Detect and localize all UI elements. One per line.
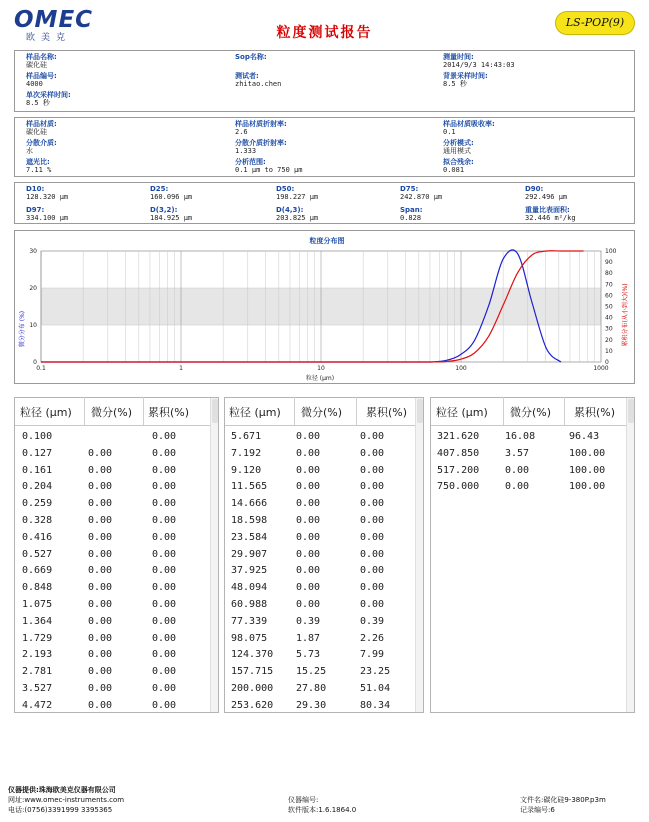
cell-cumulative: 2.26 [360,632,385,644]
footer-record: 记录编号:6 [520,806,555,814]
cell-cumulative: 0.00 [152,447,177,459]
chart-y-tick-label-right: 20 [605,336,613,344]
table-2-header-cum[interactable]: 累积(%) [366,406,408,419]
cell-size: 0.204 [22,481,53,493]
info-label: D10: [26,185,45,193]
cell-differential: 0.00 [88,699,113,711]
info-value: 292.496 μm [525,193,568,201]
info-label: D90: [525,185,544,193]
info-label: 拟合残余: [443,158,474,166]
cell-cumulative: 0.00 [152,582,177,594]
cell-size: 0.527 [22,548,53,560]
info-value: 2014/9/3 14:43:03 [443,61,515,69]
info-label: D(4,3): [276,206,304,214]
chart-x-tick-label: 1000 [593,365,609,372]
cell-cumulative: 100.00 [569,481,606,493]
info-label: 样品材质: [26,120,57,128]
cell-cumulative: 0.00 [152,649,177,661]
info-value: 8.5 秒 [443,80,467,88]
info-label: 样品材质折射率: [235,120,287,128]
info-value: 8.5 秒 [26,99,50,107]
info-value: 32.446 m²/kg [525,214,576,222]
info-label: 分散介质折射率: [235,139,287,147]
table-3-header-size[interactable]: 粒径 (μm) [436,406,488,419]
info-label: 测试者: [235,72,259,80]
cell-cumulative: 96.43 [569,431,600,442]
info-value: 160.096 μm [150,193,193,201]
distribution-chart-panel [14,230,635,384]
cell-differential: 5.73 [296,649,321,661]
info-value: 2.6 [235,128,248,136]
info-label: 样品名称: [26,53,57,61]
info-value: 4000 [26,80,43,88]
info-value: 0.828 [400,214,422,222]
chart-x-label: 粒径 (μm) [305,375,335,382]
cell-differential: 0.00 [88,515,113,526]
info-value: 203.825 μm [276,214,319,222]
info-value: 碳化硅 [26,61,47,69]
cell-differential: 0.00 [296,431,321,442]
cell-differential: 0.00 [296,481,321,493]
footer-filename: 文件名:碳化硅9-380P.p3m [520,796,606,804]
table-2-header-size[interactable]: 粒径 (μm) [229,406,281,419]
cell-size: 124.370 [231,649,274,661]
footer-software: 软件版本:1.6.1864.0 [288,806,357,814]
cell-differential: 16.08 [505,431,536,442]
cell-differential: 0.00 [88,481,113,493]
cell-differential: 27.80 [296,683,327,694]
sample-info-box [14,50,635,112]
cell-differential: 0.00 [88,548,113,560]
table-2-header-diff[interactable]: 微分(%) [301,406,343,419]
info-value: 1.333 [235,147,257,155]
cell-cumulative: 23.25 [360,666,391,678]
chart-y-tick-label-right: 80 [605,270,613,278]
cell-cumulative: 80.34 [360,699,391,711]
cell-cumulative: 0.00 [360,447,385,459]
chart-y-tick-label-right: 0 [605,359,609,366]
cell-size: 517.200 [437,464,480,476]
cell-size: 5.671 [231,431,262,442]
cell-differential: 0.00 [296,599,321,610]
cell-differential: 0.00 [296,548,321,560]
cell-differential: 0.00 [88,666,113,678]
cell-size: 0.328 [22,515,53,526]
cell-size: 157.715 [231,666,274,678]
cell-cumulative: 0.00 [152,632,177,644]
cell-cumulative: 100.00 [569,464,606,476]
cell-size: 48.094 [231,582,268,594]
cell-size: 4.472 [22,699,53,711]
info-value: 242.870 μm [400,193,443,201]
data-table-panel-3 [430,397,635,713]
info-label: D50: [276,185,295,193]
table-1-header-cum[interactable]: 累积(%) [148,406,190,419]
cell-size: 0.669 [22,565,53,577]
cell-cumulative: 0.00 [152,699,177,711]
table-3-header-cum[interactable]: 累积(%) [574,406,616,419]
cell-size: 1.364 [22,615,53,627]
cell-differential: 0.00 [296,515,321,526]
cell-size: 0.161 [22,464,53,476]
cell-cumulative: 51.04 [360,683,391,694]
info-label: 遮光比: [26,158,50,166]
info-value: 128.320 μm [26,193,69,201]
cell-differential: 0.00 [88,498,113,510]
chart-y-tick-label-left: 0 [33,359,37,366]
table-3-header-diff[interactable]: 微分(%) [510,406,552,419]
cell-size: 3.527 [22,683,53,694]
table-1-header-size[interactable]: 粒径 (μm) [20,406,72,419]
cell-cumulative: 0.00 [152,599,177,610]
cell-differential: 0.00 [296,498,321,510]
cell-differential: 3.57 [505,447,530,459]
cell-cumulative: 0.00 [360,599,385,610]
chart-x-tick-label: 100 [455,365,467,372]
cell-cumulative: 0.00 [152,666,177,678]
cell-size: 750.000 [437,481,480,493]
info-value: zhitao.chen [235,80,282,88]
logo-cn-text: 欧美克 [26,33,72,43]
cell-cumulative: 7.99 [360,649,385,661]
cell-differential: 0.00 [296,447,321,459]
distribution-chart [15,231,634,383]
cell-size: 37.925 [231,565,268,577]
cell-differential: 0.00 [88,565,113,577]
info-value: 7.11 % [26,166,52,174]
info-label: 重量比表面积: [525,206,570,214]
model-badge: LS-POP(9) [555,11,635,35]
info-label: 样品编号: [26,72,57,80]
cell-cumulative: 0.00 [360,464,385,476]
footer-phone: 电话:(0756)3391999 3395365 [8,806,113,814]
info-label: 分析范围: [235,158,266,166]
cell-size: 14.666 [231,498,268,510]
cell-size: 2.781 [22,666,53,678]
chart-x-tick-label: 1 [179,365,183,372]
info-label: D25: [150,185,169,193]
cell-cumulative: 0.00 [152,515,177,526]
cell-size: 29.907 [231,548,268,560]
chart-y-tick-label-left: 30 [29,248,37,255]
info-label: 单次采样时间: [26,91,71,99]
cell-cumulative: 0.00 [360,548,385,560]
info-value: 198.227 μm [276,193,319,201]
info-label: 分散介质: [26,139,57,147]
info-label: D(3,2): [150,206,178,214]
cell-cumulative: 0.00 [152,531,177,543]
cell-cumulative: 0.00 [152,481,177,493]
info-label: 背景采样时间: [443,72,488,80]
cell-size: 0.416 [22,531,53,543]
cell-cumulative: 0.39 [360,615,385,627]
cell-differential: 15.25 [296,666,327,678]
info-value: 碳化硅 [26,128,47,136]
cell-size: 77.339 [231,615,268,627]
cell-size: 98.075 [231,632,268,644]
cell-size: 60.988 [231,599,268,610]
cell-differential: 0.00 [88,632,113,644]
cell-size: 0.259 [22,498,53,510]
chart-y-tick-label-left: 10 [29,322,37,329]
info-value: 通用模式 [443,147,471,155]
cell-differential: 0.00 [296,531,321,543]
info-label: D97: [26,206,45,214]
cell-size: 321.620 [437,431,480,442]
chart-y-tick-label-left: 20 [29,285,37,292]
cell-size: 200.000 [231,683,274,694]
chart-y-tick-label-right: 10 [605,347,613,355]
cell-cumulative: 0.00 [152,548,177,560]
cell-cumulative: 0.00 [360,431,385,442]
cell-differential: 0.00 [505,481,530,493]
info-value: 0.081 [443,166,465,174]
cell-size: 0.100 [22,431,53,442]
footer-website: 网址:www.omec-instruments.com [8,796,125,804]
chart-x-tick-label: 0.1 [36,365,46,372]
chart-y-tick-label-right: 30 [605,325,613,333]
cell-differential: 0.00 [296,582,321,594]
info-label: 分析模式: [443,139,474,147]
table-1-scrollbar[interactable] [210,398,218,712]
footer-provider: 仪器提供:珠海欧美克仪器有限公司 [8,786,116,794]
info-label: 样品材质吸收率: [443,120,495,128]
chart-y-tick-label-right: 100 [605,248,617,255]
cell-size: 1.729 [22,632,53,644]
cell-cumulative: 0.00 [360,498,385,510]
cell-size: 11.565 [231,481,268,493]
cell-cumulative: 0.00 [360,515,385,526]
cell-cumulative: 0.00 [152,683,177,694]
cell-cumulative: 0.00 [152,615,177,627]
cell-differential: 0.00 [88,531,113,543]
chart-x-tick-label: 10 [317,365,325,372]
info-value: 184.925 μm [150,214,193,222]
info-label: D75: [400,185,419,193]
chart-y-tick-label-right: 50 [605,303,613,311]
cell-differential: 0.00 [88,599,113,610]
cell-size: 18.598 [231,515,268,526]
cell-cumulative: 0.00 [360,582,385,594]
info-value: 0.1 μm to 750 μm [235,166,303,174]
cell-differential: 0.00 [88,683,113,694]
cell-differential: 0.00 [296,464,321,476]
cell-differential: 1.87 [296,632,321,644]
chart-y-label-left: 微分分布 (%) [19,310,26,348]
cell-size: 2.193 [22,649,53,661]
cell-differential: 0.00 [88,464,113,476]
cell-differential: 29.30 [296,699,327,711]
report-title: 粒度测试报告 [276,25,373,41]
cell-size: 9.120 [231,464,262,476]
table-1-header-diff[interactable]: 微分(%) [91,406,133,419]
cell-cumulative: 0.00 [152,431,177,442]
chart-y-tick-label-right: 60 [605,292,613,300]
cell-size: 407.850 [437,447,480,459]
chart-y-tick-label-right: 70 [605,281,613,289]
cell-differential: 0.00 [296,565,321,577]
logo-text: OMEC [14,7,94,33]
footer-instrument-no: 仪器编号: [288,796,319,804]
cell-size: 7.192 [231,447,262,459]
cell-size: 0.127 [22,447,53,459]
info-label: Sop名称: [235,53,267,61]
cell-size: 253.620 [231,699,274,711]
chart-y-tick-label-right: 90 [605,259,613,267]
cell-cumulative: 0.00 [360,481,385,493]
cell-cumulative: 0.00 [152,498,177,510]
info-value: 水 [26,147,33,155]
cell-cumulative: 0.00 [152,565,177,577]
cell-differential: 0.00 [88,447,113,459]
chart-y-label-right: 累积分布(从小到大)(%) [622,283,629,347]
cell-differential: 0.00 [505,464,530,476]
cell-size: 0.848 [22,582,53,594]
cell-cumulative: 0.00 [152,464,177,476]
cell-differential: 0.00 [88,615,113,627]
info-label: Span: [400,206,423,214]
cell-differential: 0.39 [296,615,321,627]
cell-cumulative: 0.00 [360,531,385,543]
cell-size: 23.584 [231,531,268,543]
cell-cumulative: 0.00 [360,565,385,577]
table-2-scrollbar[interactable] [415,398,423,712]
info-value: 0.1 [443,128,456,136]
info-value: 334.100 μm [26,214,69,222]
material-info-box [14,117,635,177]
cell-size: 1.075 [22,599,53,610]
cell-differential: 0.00 [88,649,113,661]
cell-cumulative: 100.00 [569,447,606,459]
info-label: 测量时间: [443,53,474,61]
chart-y-tick-label-right: 40 [605,314,613,322]
chart-title: 粒度分布图 [309,237,345,245]
cell-differential: 0.00 [88,582,113,594]
table-3-scrollbar[interactable] [626,398,634,712]
